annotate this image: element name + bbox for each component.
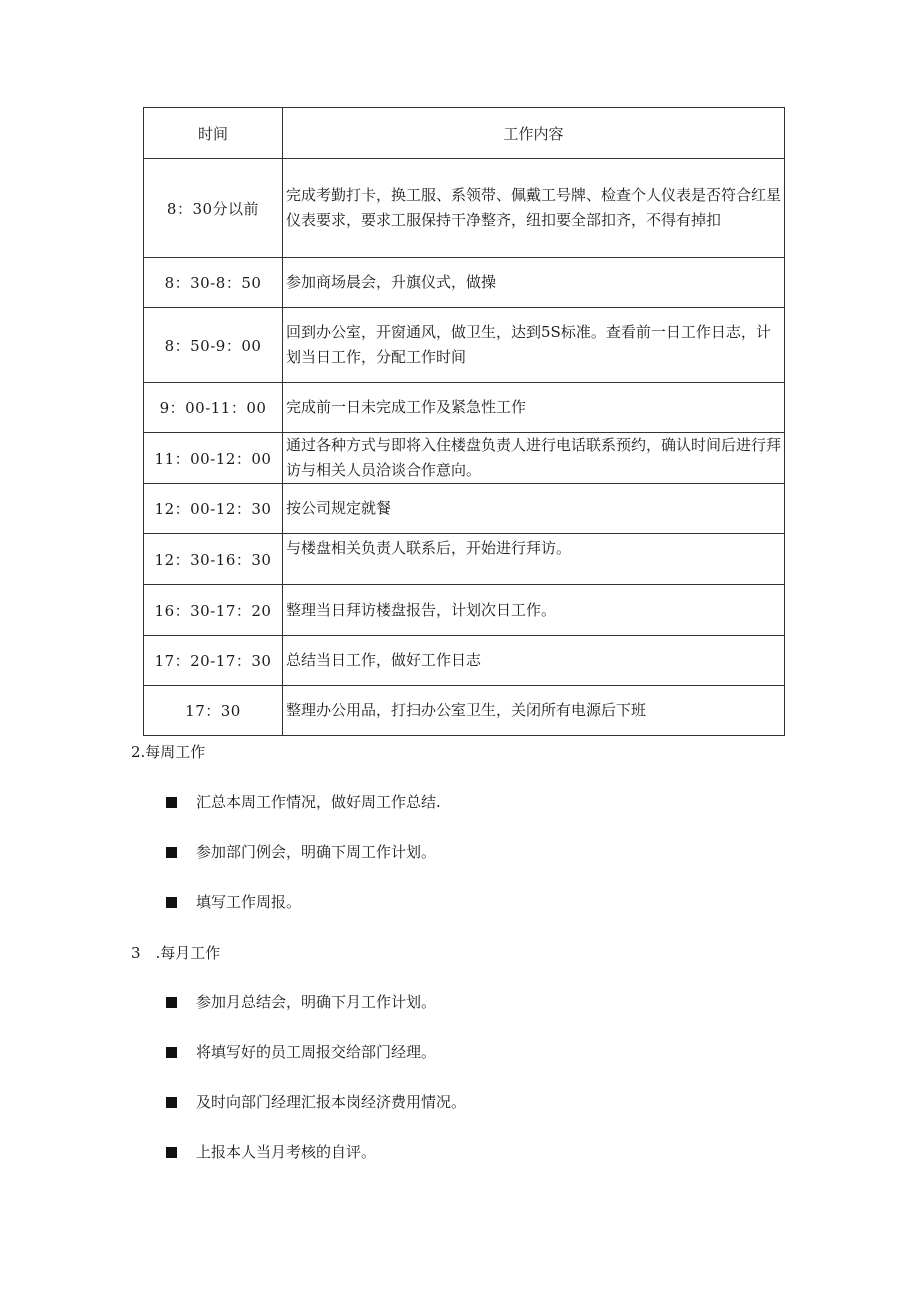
list-item-text: 将填写好的员工周报交给部门经理。: [196, 1043, 437, 1061]
list-item: [166, 1140, 466, 1190]
table-row: [144, 585, 785, 636]
list-item: [166, 790, 441, 840]
row-content: 完成考勤打卡，换工服、系领带、佩戴工号牌、检查个人仪表是否符合红星仪表要求，要求工服保持干净整齐，纽扣要全部扣齐，不得有掉扣: [283, 159, 785, 258]
black-square-icon: [166, 1047, 177, 1058]
list-item: [166, 1090, 466, 1140]
monthly-heading: 3 .每月工作: [131, 944, 221, 962]
black-square-icon: [166, 1147, 177, 1158]
black-square-icon: [166, 897, 177, 908]
table-header-row: [144, 108, 785, 159]
list-item: [166, 890, 441, 940]
table-row: [144, 534, 785, 585]
table-row: [144, 383, 785, 433]
table-row: [144, 308, 785, 383]
row-time: 8：30分以前: [144, 159, 283, 258]
row-time: 8：30-8：50: [144, 258, 283, 308]
list-item: [166, 1040, 466, 1090]
row-content: 整理当日拜访楼盘报告，计划次日工作。: [283, 585, 785, 636]
row-content: 通过各种方式与即将入住楼盘负责人进行电话联系预约，确认时间后进行拜访与相关人员洽谈合作意向。: [283, 433, 785, 484]
monthly-list: [166, 990, 466, 1190]
row-time: 16：30-17：20: [144, 585, 283, 636]
table-row: [144, 433, 785, 484]
table-row: [144, 258, 785, 308]
black-square-icon: [166, 847, 177, 858]
list-item-text: 参加月总结会，明确下月工作计划。: [196, 993, 437, 1011]
list-item-text: 上报本人当月考核的自评。: [196, 1143, 377, 1161]
row-content: 完成前一日未完成工作及紧急性工作: [283, 383, 785, 433]
row-content: 回到办公室，开窗通风，做卫生，达到5S标准。查看前一日工作日志，计划当日工作，分配工作时间: [283, 308, 785, 383]
table-row: [144, 686, 785, 736]
table-row: [144, 636, 785, 686]
weekly-list: [166, 790, 441, 940]
list-item-text: 汇总本周工作情况，做好周工作总结.: [196, 793, 441, 811]
row-content: 总结当日工作，做好工作日志: [283, 636, 785, 686]
row-time: 9：00-11：00: [144, 383, 283, 433]
header-time: 时间: [144, 108, 283, 159]
row-time: 12：30-16：30: [144, 534, 283, 585]
row-time: 17：20-17：30: [144, 636, 283, 686]
header-content: 工作内容: [283, 108, 785, 159]
row-content: 与楼盘相关负责人联系后，开始进行拜访。: [283, 534, 785, 585]
black-square-icon: [166, 1097, 177, 1108]
weekly-heading: 2.每周工作: [131, 743, 206, 761]
row-time: 12：00-12：30: [144, 484, 283, 534]
row-time: 11：00-12：00: [144, 433, 283, 484]
list-item-text: 参加部门例会，明确下周工作计划。: [196, 843, 437, 861]
row-time: 8：50-9：00: [144, 308, 283, 383]
row-content: 整理办公用品，打扫办公室卫生，关闭所有电源后下班: [283, 686, 785, 736]
list-item: [166, 990, 466, 1040]
list-item-text: 及时向部门经理汇报本岗经济费用情况。: [196, 1093, 467, 1111]
table-row: [144, 159, 785, 258]
black-square-icon: [166, 997, 177, 1008]
daily-schedule-table: [143, 107, 785, 736]
row-content: 按公司规定就餐: [283, 484, 785, 534]
list-item: [166, 840, 441, 890]
row-content: 参加商场晨会，升旗仪式，做操: [283, 258, 785, 308]
black-square-icon: [166, 797, 177, 808]
table-row: [144, 484, 785, 534]
row-time: 17：30: [144, 686, 283, 736]
list-item-text: 填写工作周报。: [196, 893, 302, 911]
